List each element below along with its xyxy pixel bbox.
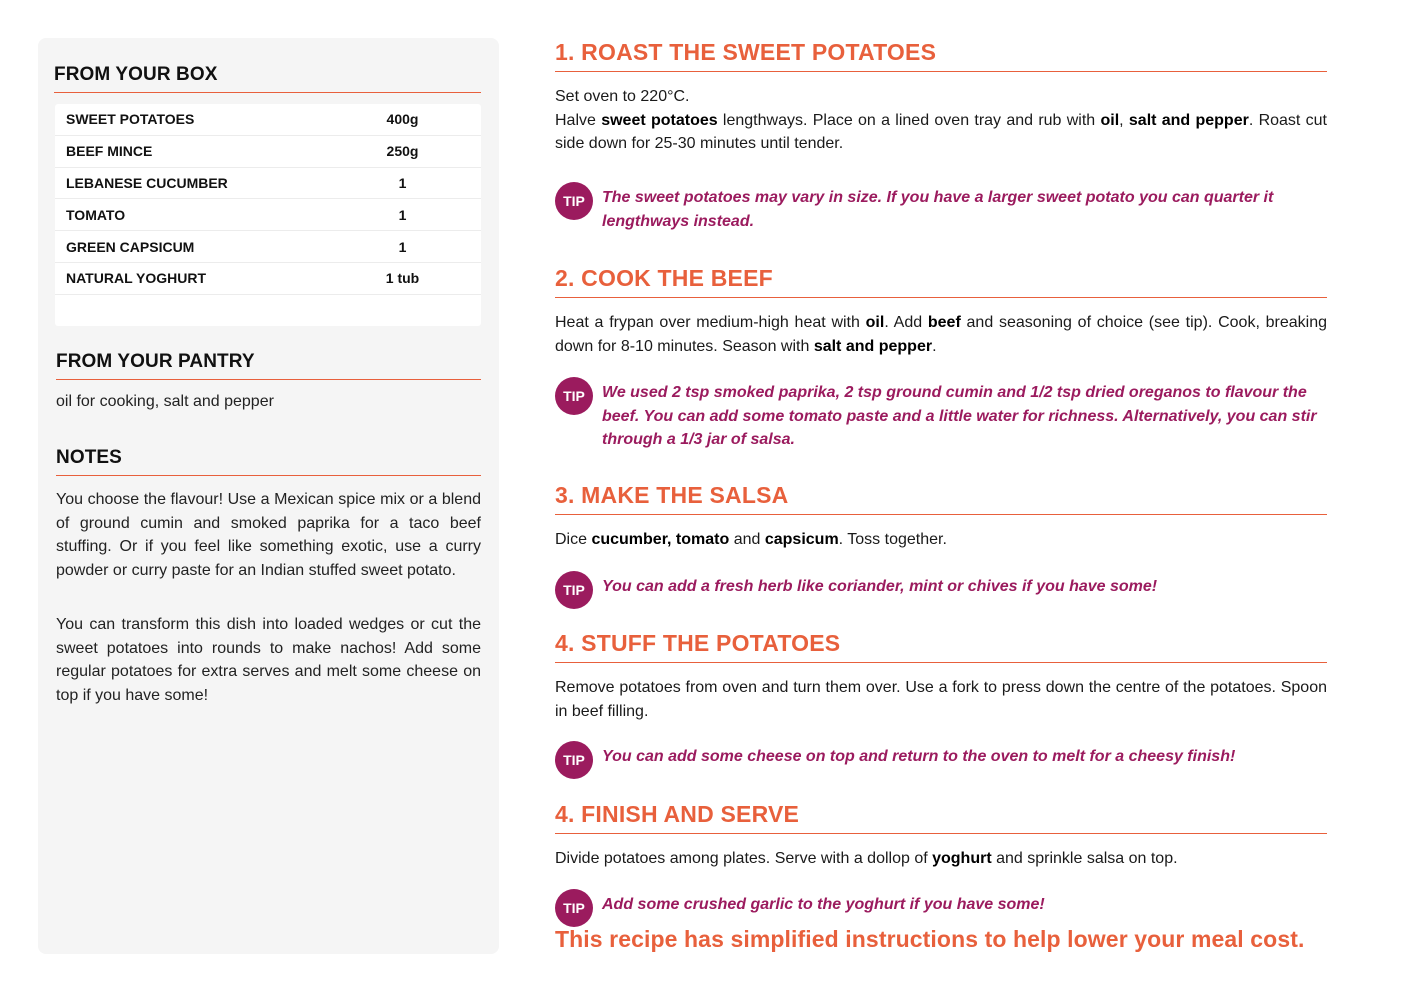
instruction-text: Remove potatoes from oven and turn them over. Use a fork to press down the centre of the potatoes. Spoon in beef filling.	[555, 679, 1327, 720]
ingredient-highlight: oil	[865, 314, 885, 331]
instruction-line	[555, 85, 1327, 109]
ingredient-name: NATURAL YOGHURT	[66, 270, 206, 287]
ingredient-qty: 1	[398, 238, 407, 255]
ingredient-qty: 1	[398, 206, 407, 223]
ingredient-name: GREEN CAPSICUM	[66, 238, 195, 255]
table-row	[55, 104, 481, 136]
step-instructions	[555, 85, 1327, 156]
tip-callout	[555, 575, 1327, 609]
ingredient-name: LEBANESE CUCUMBER	[66, 174, 228, 191]
box-ingredients-table	[55, 104, 481, 326]
step-instructions	[555, 311, 1327, 358]
instruction-line	[555, 847, 1327, 871]
instruction-line	[555, 109, 1327, 156]
tip-callout	[555, 186, 1327, 233]
instruction-text: Divide potatoes among plates. Serve with a dollop of	[555, 850, 933, 867]
ingredient-highlight: beef	[927, 314, 961, 331]
table-row	[55, 168, 481, 200]
from-your-box-heading: FROM YOUR BOX	[54, 64, 481, 93]
instruction-text: .	[932, 337, 937, 355]
tip-text: We used 2 tsp smoked paprika, 2 tsp ground cumin and 1/2 tsp dried oreganos to flavour the beef. You can add some tomato paste and a little water for richness. Alternatively, you can stir through a 1/3 jar of salsa.	[602, 384, 1317, 448]
ingredients-panel	[38, 38, 499, 954]
tip-text: You can add some cheese on top and return to the oven to melt for a cheesy finish!	[602, 748, 1236, 765]
instruction-text: Set oven to 220°C.	[555, 88, 690, 105]
instruction-text: . Add	[884, 314, 928, 331]
ingredient-highlight: sweet potatoes	[601, 111, 718, 129]
tip-callout	[555, 381, 1327, 452]
tip-badge: TIP	[555, 571, 593, 609]
instruction-text: Dice	[555, 531, 592, 548]
ingredient-qty: 400g	[386, 111, 419, 128]
tip-text: Add some crushed garlic to the yoghurt if you have some!	[602, 896, 1045, 913]
notes-paragraph: You can transform this dish into loaded wedges or cut the sweet potatoes into rounds to make nachos! Add some regular potatoes for extra serves and melt some cheese on top if you have some!	[56, 616, 481, 704]
ingredient-highlight: salt and pepper	[813, 337, 933, 355]
tip-badge: TIP	[555, 741, 593, 779]
footer-note: This recipe has simplified instructions to help lower your meal cost.	[555, 926, 1305, 952]
ingredient-name: TOMATO	[66, 206, 126, 223]
notes-heading: NOTES	[56, 447, 481, 476]
instruction-text: lengthways. Place on a lined oven tray and rub with	[717, 111, 1101, 129]
table-row	[55, 231, 481, 263]
tip-badge: TIP	[555, 182, 593, 220]
instruction-text: and seasoning of choice (see tip). Cook, breaking down for 8-10 minutes. Season with	[555, 314, 1328, 355]
step-title: 2. COOK THE BEEF	[555, 265, 1327, 298]
ingredient-qty: 1	[398, 174, 407, 191]
ingredient-qty: 250g	[386, 143, 419, 160]
from-your-pantry-heading: FROM YOUR PANTRY	[56, 351, 481, 380]
instruction-text: and	[729, 531, 765, 548]
ingredient-name: SWEET POTATOES	[66, 111, 195, 128]
ingredient-highlight: oil	[1100, 111, 1120, 129]
ingredient-highlight: cucumber, tomato	[591, 531, 730, 548]
step-instructions	[555, 528, 1327, 552]
ingredient-highlight: salt and pepper	[1128, 111, 1249, 129]
tip-badge: TIP	[555, 377, 593, 415]
instruction-text: . Toss together.	[838, 531, 947, 548]
step-instructions	[555, 676, 1327, 723]
tip-text: You can add a fresh herb like coriander, mint or chives if you have some!	[602, 578, 1158, 595]
ingredient-highlight: capsicum	[764, 531, 839, 548]
ingredient-qty: 1 tub	[385, 270, 420, 287]
tip-callout	[555, 893, 1327, 927]
step-instructions	[555, 847, 1327, 871]
instruction-text: ,	[1119, 111, 1129, 129]
instruction-line	[555, 528, 1327, 552]
tip-callout	[555, 745, 1327, 779]
ingredient-highlight: yoghurt	[932, 850, 992, 867]
instruction-line	[555, 676, 1327, 723]
instruction-text: . Roast cut side down for 25-30 minutes until tender.	[555, 111, 1327, 152]
step-title: 4. FINISH AND SERVE	[555, 801, 1327, 834]
pantry-items: oil for cooking, salt and pepper	[56, 393, 274, 410]
ingredient-name: BEEF MINCE	[66, 143, 153, 160]
instruction-text: and sprinkle salsa on top.	[991, 850, 1178, 867]
table-row	[55, 199, 481, 231]
table-row	[55, 136, 481, 168]
instruction-text: Heat a frypan over medium-high heat with	[555, 314, 866, 331]
step-title: 3. MAKE THE SALSA	[555, 482, 1327, 515]
step-title: 1. ROAST THE SWEET POTATOES	[555, 39, 1327, 72]
notes-paragraph: You choose the flavour! Use a Mexican spice mix or a blend of ground cumin and smoked paprika for a taco beef stuffing. Or if you feel like something exotic, use a curry powder or curry paste for an Indian stuffed sweet potato.	[56, 491, 481, 579]
table-row	[55, 263, 481, 295]
step-title: 4. STUFF THE POTATOES	[555, 630, 1327, 663]
tip-badge: TIP	[555, 889, 593, 927]
instruction-text: Halve	[555, 111, 602, 129]
instruction-line	[555, 311, 1327, 358]
tip-text: The sweet potatoes may vary in size. If you have a larger sweet potato you can quarter it lengthways instead.	[602, 189, 1274, 230]
